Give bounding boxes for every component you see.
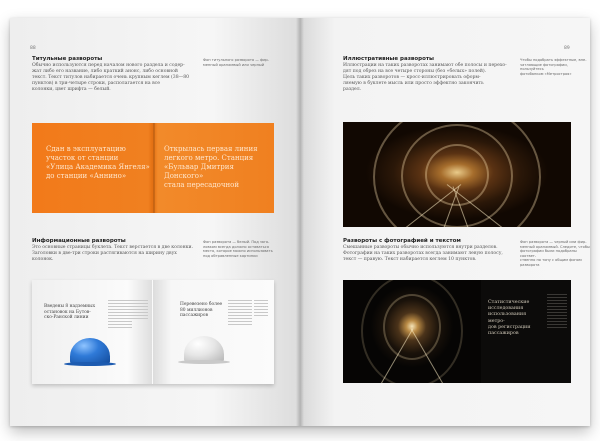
mini-left-heading: Введены 8 надземных остановок на Бутов- ско-Ранской линии [44,304,96,321]
heading-photo-text-spreads: Развороты с фотографией и текстом [343,238,461,244]
mini-right-column-text [228,300,252,327]
dark-spread-column-text [547,294,567,330]
note-info-spreads: Фон разворота — белый. Под заго- ловком всегда должно оставаться место, которое можно использовать под обтравленные картинки [203,240,273,258]
note-illustrative-spreads: Чтобы подобрать эффектные, впе- чатляющие фотографии, пользуйтесь фотобанком «Метростроя» [520,58,587,76]
heading-illustrative-spreads: Иллюстративные развороты [343,56,435,62]
orange-title-spread-example [32,123,274,213]
page-number-right: 89 [564,46,570,51]
body-illustrative-spreads: Иллюстрации на таких разворотах занимают обе полосы и перехо- дят под обрез на все четыре стороны (без «белых» полей). Цель таких разворотов — кросс-иллюстрировать оформ- ляемую в буклете мысль или просто эффектно закончить раздел. [343,63,507,92]
tunnel-photo-illustrative [343,122,571,227]
white-helmet-brim [178,360,230,364]
mini-right-column-text-2 [254,300,268,318]
mini-left-column-text [108,300,132,330]
blue-helmet-brim [64,362,116,366]
mini-right-page [153,280,274,384]
orange-right-text: Открылась первая линия легкого метро. Станция «Бульвар Дмитрия Донского» стала пересадочной [164,145,258,189]
body-title-spreads: Обычно используются перед началом нового раздела и содер- жат либо его название, либо краткий анонс, либо основной текст. Текст титулов набирается очень крупным кеглем (38—80 пунктов) в три-четыре строки, располагается на все колонки, цвет шрифта — белый. [32,63,190,92]
body-info-spreads: Это основные страницы буклета. Текст верстается в две колонки. Заголовки в две-три строки растягиваются на ширину двух колонок. [32,245,194,262]
dark-photo-text-spread [343,280,571,383]
mini-left-column-text-2 [132,300,148,321]
gutter-shadow [296,18,304,426]
body-photo-text-spreads: Смешанные развороты обычно используются внутри разделов. Фотографии на таких разворотах всегда занимают левую полосу, текст — правую. Текст набирается кеглем 10 пунктов. [343,245,503,262]
heading-info-spreads: Информационные развороты [32,238,126,244]
info-spread-example [32,280,274,384]
booklet-spread [10,18,590,426]
orange-left-text: Сдан в эксплуатацию участок от станции «Улица Академика Янгеля» до станции «Аннино» [46,145,150,180]
mini-left-page [32,280,152,384]
heading-title-spreads: Титульные развороты [32,56,103,62]
page-number-left: 88 [30,46,36,51]
dark-tunnel-photo [343,280,481,383]
note-title-spreads: Фон титульного разворота — фир- менный оранжевый или черный [203,58,269,67]
note-photo-text-spreads: Фон разворота — черный или фир- менный оранжевый. Следите, чтобы фотографии были подобраны соответ- ственно по тону с общим фоном разворота [520,240,590,267]
left-page [10,18,300,426]
spread-spine [153,123,155,213]
dark-spread-text: Статистические исследования использования метро- дов регистрации пассажиров [488,300,531,337]
mini-right-heading: Перевезено более 80 миллионов пассажиров [180,302,223,319]
